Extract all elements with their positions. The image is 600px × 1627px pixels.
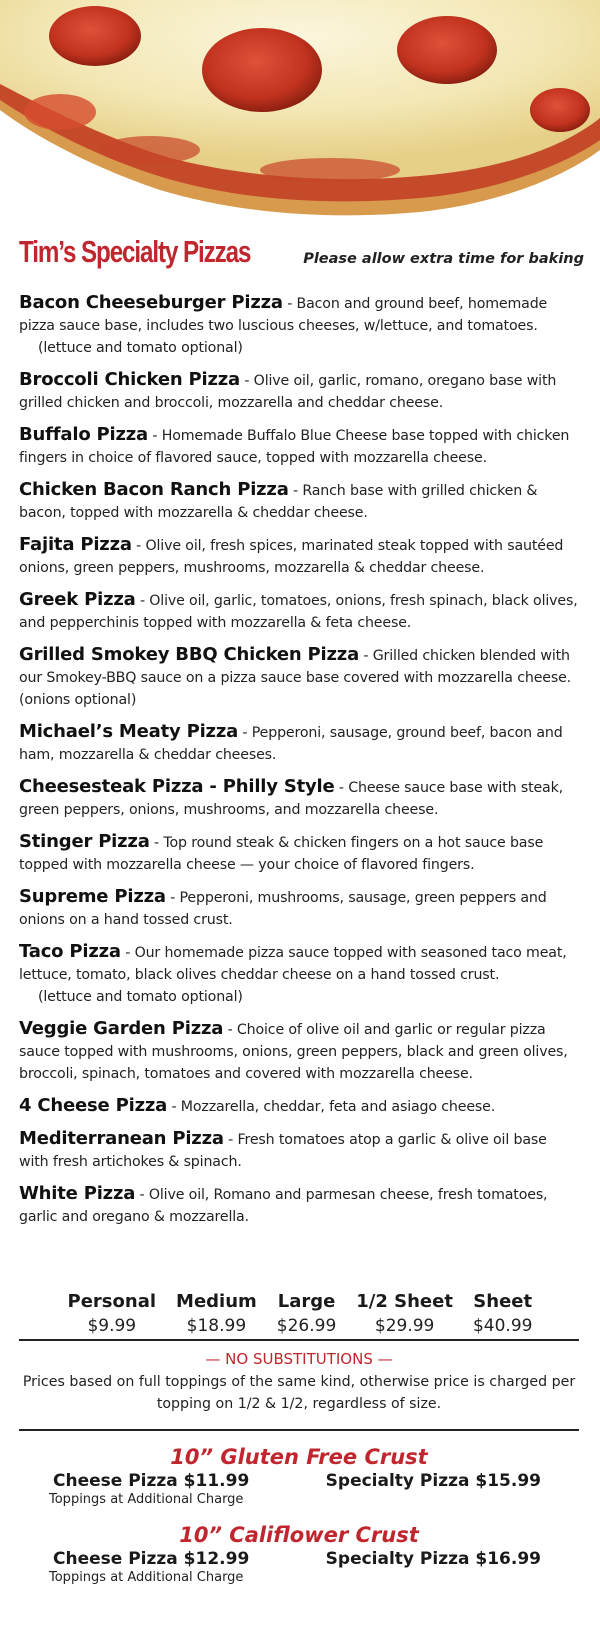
cheese-pizza-price: Cheese Pizza $11.99 (53, 1471, 250, 1491)
crust-title: 10” Gluten Free Crust (170, 1445, 428, 1469)
toppings-note: Toppings at Additional Charge (49, 1492, 244, 1507)
size-label: Large (277, 1291, 336, 1312)
pizza-list (19, 292, 579, 1238)
size-price: $18.99 (186, 1316, 247, 1336)
gluten-free-section (19, 1444, 579, 1514)
pizza-description: - Olive oil, garlic, romano, oregano base with grilled chicken and broccoli, mozzarella and cheddar cheese. (19, 373, 557, 411)
pizza-description: - Top round steak & chicken fingers on a hot sauce base topped with mozzarella cheese — your choice of flavored fingers. (19, 835, 544, 873)
pizza-name: Supreme Pizza (19, 886, 166, 907)
size-price: $29.99 (374, 1316, 435, 1336)
pizza-name: Fajita Pizza (19, 534, 132, 555)
menu-item (19, 941, 579, 1008)
divider (19, 1339, 579, 1341)
menu-item (19, 831, 579, 876)
menu-item (19, 1183, 579, 1228)
menu-item (19, 886, 579, 931)
pizza-description: - Pepperoni, mushrooms, sausage, green peppers and onions on a hand tossed crust. (19, 890, 547, 928)
pizza-name: Veggie Garden Pizza (19, 1018, 224, 1039)
menu-item (19, 589, 579, 634)
pizza-name: Broccoli Chicken Pizza (19, 369, 240, 390)
size-label: Personal (67, 1291, 157, 1312)
pizza-name: Michael’s Meaty Pizza (19, 721, 239, 742)
page-title: Tim’s Specialty Pizzas (19, 234, 251, 269)
divider (19, 1429, 579, 1431)
pizza-name: Grilled Smokey BBQ Chicken Pizza (19, 644, 360, 665)
pizza-name: White Pizza (19, 1183, 136, 1204)
pizza-description: - Choice of olive oil and garlic or regular pizza sauce topped with mushrooms, onions, green peppers, black and green olives, broccoli, spinach, tomatoes and covered with mozzarella cheese. (19, 1022, 568, 1082)
specialty-pizza-price: Specialty Pizza $16.99 (325, 1549, 541, 1569)
pizza-option-note: (lettuce and tomato optional) (38, 340, 243, 356)
crust-title: 10” Califlower Crust (179, 1523, 419, 1547)
pizza-name: Taco Pizza (19, 941, 121, 962)
menu-item (19, 1095, 579, 1118)
pizza-description: - Olive oil, fresh spices, marinated steak topped with sautéed onions, green peppers, mushrooms, mozzarella & cheddar cheese. (19, 538, 564, 576)
menu-item (19, 479, 579, 524)
menu-item (19, 721, 579, 766)
menu-item (19, 1018, 579, 1085)
menu-item (19, 369, 579, 414)
menu-item (19, 1128, 579, 1173)
toppings-note: Toppings at Additional Charge (49, 1570, 244, 1585)
menu-item (19, 292, 579, 359)
no-substitutions: — NO SUBSTITUTIONS — (205, 1350, 393, 1368)
pizza-name: 4 Cheese Pizza (19, 1095, 168, 1116)
size-price: $9.99 (87, 1316, 137, 1336)
pizza-photo (0, 0, 600, 230)
pizza-name: Mediterranean Pizza (19, 1128, 224, 1149)
menu-item (19, 644, 579, 711)
cheese-pizza-price: Cheese Pizza $12.99 (53, 1549, 250, 1569)
pizza-description: - Fresh tomatoes atop a garlic & olive oil base with fresh artichokes & spinach. (19, 1132, 547, 1170)
menu-item (19, 534, 579, 579)
pizza-description: - Homemade Buffalo Blue Cheese base topped with chicken fingers in choice of flavored sauce, topped with mozzarella cheese. (19, 428, 570, 466)
pizza-name: Greek Pizza (19, 589, 136, 610)
pizza-name: Buffalo Pizza (19, 424, 149, 445)
pizza-name: Cheesesteak Pizza - Philly Style (19, 776, 335, 797)
pizza-description: - Mozzarella, cheddar, feta and asiago cheese. (167, 1099, 496, 1115)
menu-header (19, 232, 584, 280)
pizza-description: - Our homemade pizza sauce topped with seasoned taco meat, lettuce, tomato, black olives cheddar cheese on a hand tossed crust. (19, 945, 567, 983)
menu-item (19, 424, 579, 469)
size-label: 1/2 Sheet (356, 1291, 453, 1312)
pizza-description: - Bacon and ground beef, homemade pizza sauce base, includes two luscious cheeses, w/lettuce, and tomatoes. (19, 296, 548, 334)
size-price: $40.99 (472, 1316, 533, 1336)
pricing-fine-print: Prices based on full toppings of the same kind, otherwise price is charged per topping on 1/2 & 1/2, regardless of size. (22, 1374, 576, 1412)
pizza-name: Stinger Pizza (19, 831, 150, 852)
size-price-table (40, 1290, 560, 1338)
pizza-description: - Olive oil, garlic, tomatoes, onions, fresh spinach, black olives, and pepperchinis topped with mozzarella & feta cheese. (19, 593, 578, 631)
cauliflower-section (19, 1522, 579, 1592)
baking-note: Please allow extra time for baking (303, 251, 584, 267)
pizza-description: - Grilled chicken blended with our Smokey-BBQ sauce on a pizza sauce base covered with mozzarella cheese. (onions optional) (19, 648, 572, 708)
pizza-description: - Ranch base with grilled chicken & bacon, topped with mozzarella & cheddar cheese. (19, 483, 538, 521)
size-label: Medium (176, 1291, 257, 1312)
pizza-name: Chicken Bacon Ranch Pizza (19, 479, 289, 500)
menu-item (19, 776, 579, 821)
pizza-description: - Cheese sauce base with steak, green peppers, onions, mushrooms, and mozzarella cheese. (19, 780, 564, 818)
size-price: $26.99 (276, 1316, 337, 1336)
pizza-option-note: (lettuce and tomato optional) (38, 989, 243, 1005)
pizza-description: - Pepperoni, sausage, ground beef, bacon and ham, mozzarella & cheddar cheeses. (19, 725, 563, 763)
pizza-description: - Olive oil, Romano and parmesan cheese, fresh tomatoes, garlic and oregano & mozzarella. (19, 1187, 548, 1225)
size-label: Sheet (473, 1291, 533, 1312)
specialty-pizza-price: Specialty Pizza $15.99 (325, 1471, 541, 1491)
pizza-name: Bacon Cheeseburger Pizza (19, 292, 283, 313)
